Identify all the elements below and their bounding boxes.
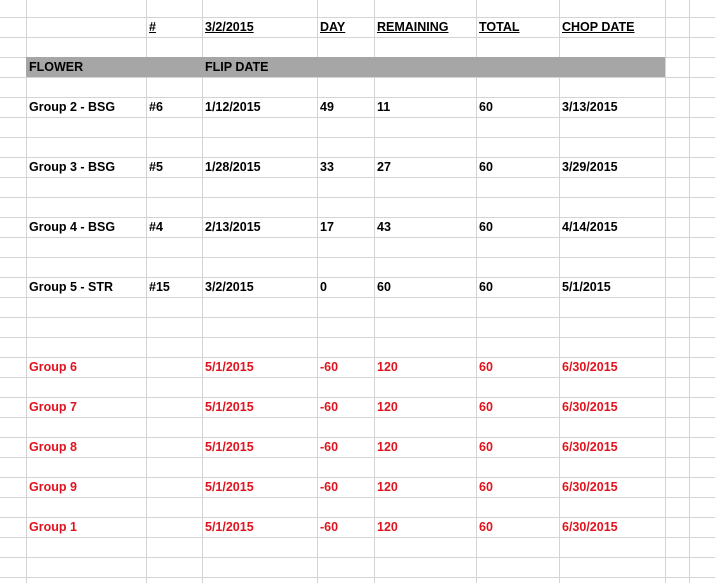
flip-date-cell[interactable]: 5/1/2015 <box>205 480 254 494</box>
number-cell[interactable] <box>146 517 202 537</box>
flower-cell[interactable]: Group 4 - BSG <box>29 220 116 234</box>
row-gridline <box>0 297 715 298</box>
flip-date-cell[interactable]: 5/1/2015 <box>205 520 254 534</box>
flower-cell[interactable]: Group 2 - BSG <box>29 100 116 114</box>
day-cell[interactable]: -60 <box>320 480 339 494</box>
row-gridline <box>0 577 715 578</box>
total-cell[interactable]: 60 <box>479 400 493 414</box>
flower-cell[interactable]: Group 1 <box>29 520 77 534</box>
day-cell[interactable]: 49 <box>320 100 334 114</box>
number-cell[interactable]: #4 <box>149 220 163 234</box>
remaining-cell[interactable]: 120 <box>377 480 398 494</box>
header-total[interactable]: TOTAL <box>479 20 520 34</box>
chop-date-cell[interactable]: 4/14/2015 <box>562 220 618 234</box>
number-cell[interactable]: #5 <box>149 160 163 174</box>
row-gridline <box>0 257 715 258</box>
header-chop-date[interactable]: CHOP DATE <box>562 20 635 34</box>
row-gridline <box>0 417 715 418</box>
remaining-cell[interactable]: 120 <box>377 440 398 454</box>
remaining-cell[interactable]: 43 <box>377 220 391 234</box>
row-gridline <box>0 77 715 78</box>
band-flower-label[interactable]: FLOWER <box>29 60 84 74</box>
remaining-cell[interactable]: 120 <box>377 400 398 414</box>
row-gridline <box>0 557 715 558</box>
number-cell[interactable] <box>146 437 202 457</box>
row-gridline <box>0 177 715 178</box>
day-cell[interactable]: -60 <box>320 400 339 414</box>
row-gridline <box>0 377 715 378</box>
day-cell[interactable]: -60 <box>320 360 339 374</box>
flip-date-cell[interactable]: 5/1/2015 <box>205 400 254 414</box>
row-gridline <box>0 337 715 338</box>
header-num[interactable]: # <box>149 20 156 34</box>
row-gridline <box>0 497 715 498</box>
total-cell[interactable]: 60 <box>479 280 493 294</box>
day-cell[interactable]: -60 <box>320 520 339 534</box>
number-cell[interactable] <box>146 357 202 377</box>
remaining-cell[interactable]: 27 <box>377 160 391 174</box>
header-date[interactable]: 3/2/2015 <box>205 20 254 34</box>
number-cell[interactable] <box>146 397 202 417</box>
chop-date-cell[interactable]: 6/30/2015 <box>562 440 618 454</box>
flower-cell[interactable]: Group 5 - STR <box>29 280 114 294</box>
flower-cell[interactable]: Group 3 - BSG <box>29 160 116 174</box>
total-cell[interactable]: 60 <box>479 160 493 174</box>
row-gridline <box>0 317 715 318</box>
header-remaining[interactable]: REMAINING <box>377 20 449 34</box>
flip-date-cell[interactable]: 1/12/2015 <box>205 100 261 114</box>
flower-cell[interactable]: Group 6 <box>29 360 77 374</box>
remaining-cell[interactable]: 120 <box>377 360 398 374</box>
total-cell[interactable]: 60 <box>479 440 493 454</box>
band-flip-date-label[interactable]: FLIP DATE <box>205 60 269 74</box>
flip-date-cell[interactable]: 5/1/2015 <box>205 360 254 374</box>
remaining-cell[interactable]: 120 <box>377 520 398 534</box>
number-cell[interactable]: #15 <box>149 280 170 294</box>
day-cell[interactable]: 0 <box>320 280 327 294</box>
chop-date-cell[interactable]: 6/30/2015 <box>562 520 618 534</box>
chop-date-cell[interactable]: 6/30/2015 <box>562 480 618 494</box>
day-cell[interactable]: 33 <box>320 160 334 174</box>
row-gridline <box>0 457 715 458</box>
flower-cell[interactable]: Group 8 <box>29 440 77 454</box>
header-day[interactable]: DAY <box>320 20 346 34</box>
chop-date-cell[interactable]: 6/30/2015 <box>562 360 618 374</box>
chop-date-cell[interactable]: 5/1/2015 <box>562 280 611 294</box>
row-gridline <box>0 537 715 538</box>
row-gridline <box>0 237 715 238</box>
flip-date-cell[interactable]: 2/13/2015 <box>205 220 261 234</box>
total-cell[interactable]: 60 <box>479 360 493 374</box>
remaining-cell[interactable]: 11 <box>377 100 391 114</box>
chop-date-cell[interactable]: 3/13/2015 <box>562 100 618 114</box>
number-cell[interactable]: #6 <box>149 100 163 114</box>
column-gridline <box>665 0 666 583</box>
row-gridline <box>0 197 715 198</box>
total-cell[interactable]: 60 <box>479 480 493 494</box>
row-gridline <box>0 37 715 38</box>
number-cell[interactable] <box>146 477 202 497</box>
row-gridline <box>0 137 715 138</box>
column-gridline <box>689 0 690 583</box>
flower-cell[interactable]: Group 9 <box>29 480 77 494</box>
flower-cell[interactable]: Group 7 <box>29 400 77 414</box>
flip-date-cell[interactable]: 5/1/2015 <box>205 440 254 454</box>
total-cell[interactable]: 60 <box>479 100 493 114</box>
total-cell[interactable]: 60 <box>479 520 493 534</box>
day-cell[interactable]: -60 <box>320 440 339 454</box>
chop-date-cell[interactable]: 6/30/2015 <box>562 400 618 414</box>
remaining-cell[interactable]: 60 <box>377 280 391 294</box>
day-cell[interactable]: 17 <box>320 220 334 234</box>
flip-date-cell[interactable]: 1/28/2015 <box>205 160 261 174</box>
row-gridline <box>0 117 715 118</box>
total-cell[interactable]: 60 <box>479 220 493 234</box>
flip-date-cell[interactable]: 3/2/2015 <box>205 280 254 294</box>
chop-date-cell[interactable]: 3/29/2015 <box>562 160 618 174</box>
